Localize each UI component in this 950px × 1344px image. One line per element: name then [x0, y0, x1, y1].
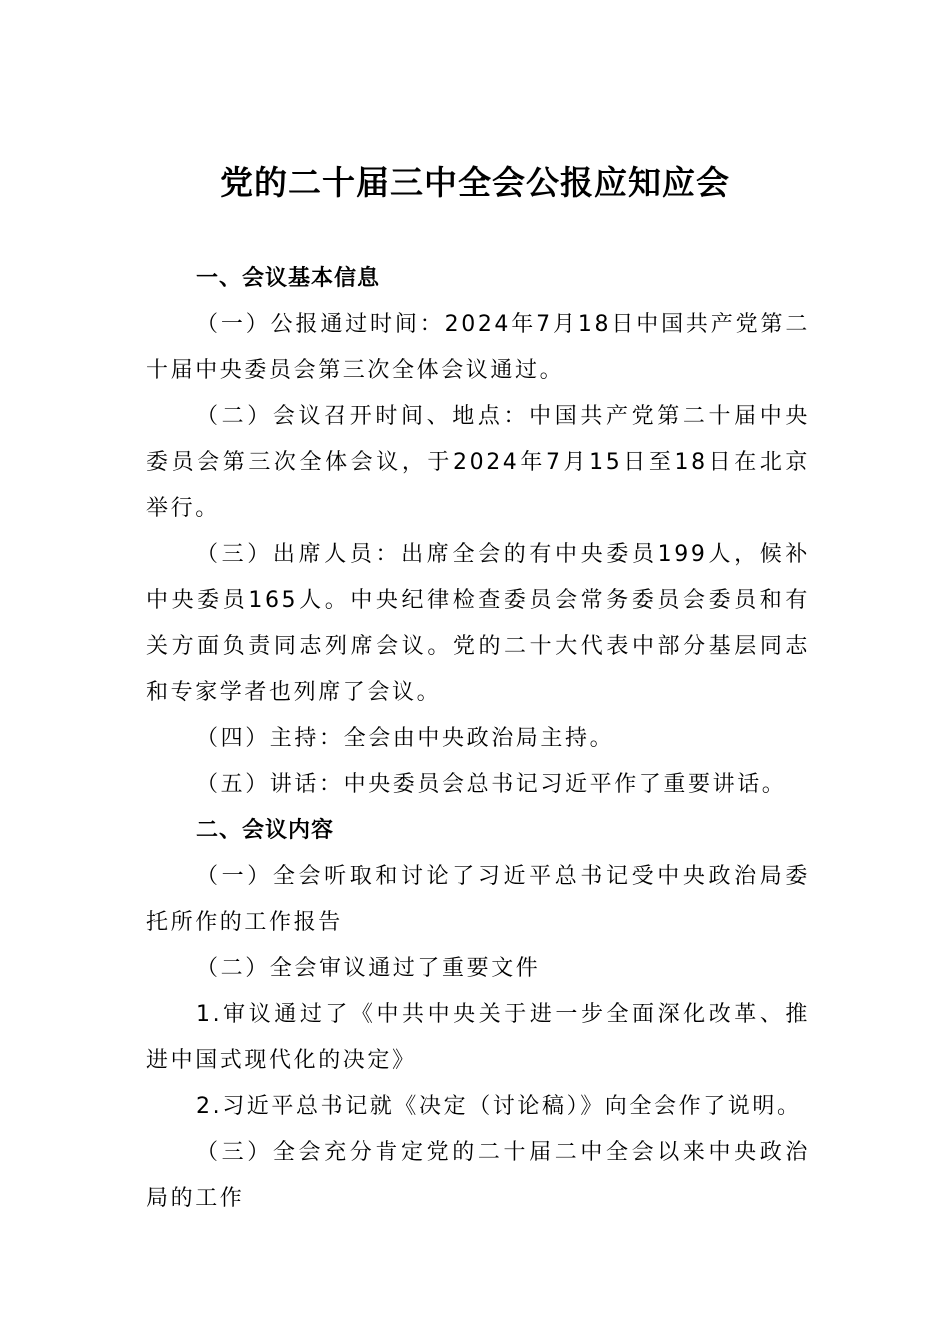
paragraph: 1.审议通过了《中共中央关于进一步全面深化改革、推进中国式现代化的决定》	[146, 1002, 810, 1073]
paragraph: （四）主持：全会由中央政治局主持。	[196, 726, 615, 751]
paragraph: 2.习近平总书记就《决定（讨论稿）》向全会作了说明。	[196, 1094, 802, 1119]
paragraph: （一）公报通过时间：2024年7月18日中国共产党第二十届中央委员会第三次全体会议通过。	[146, 312, 810, 383]
paragraph: （五）讲话：中央委员会总书记习近平作了重要讲话。	[196, 772, 787, 797]
paragraph: （三）全会充分肯定党的二十届二中全会以来中央政治局的工作	[146, 1140, 810, 1211]
paragraph: （二）会议召开时间、地点：中国共产党第二十届中央委员会第三次全体会议，于2024年7月15日至18日在北京举行。	[146, 404, 810, 521]
document-title: 党的二十届三中全会公报应知应会	[220, 163, 730, 202]
paragraph: （二）全会审议通过了重要文件	[196, 956, 541, 981]
paragraph: （三）出席人员：出席全会的有中央委员199人，候补中央委员165人。中央纪律检查委员会常务委员会委员和有关方面负责同志列席会议。党的二十大代表中部分基层同志和专家学者也列席了会议。	[146, 542, 810, 705]
section-heading: 一、会议基本信息	[196, 266, 381, 291]
paragraph: （一）全会听取和讨论了习近平总书记受中央政治局委托所作的工作报告	[146, 864, 810, 935]
section-heading: 二、会议内容	[196, 818, 335, 843]
document-body	[146, 256, 810, 1222]
